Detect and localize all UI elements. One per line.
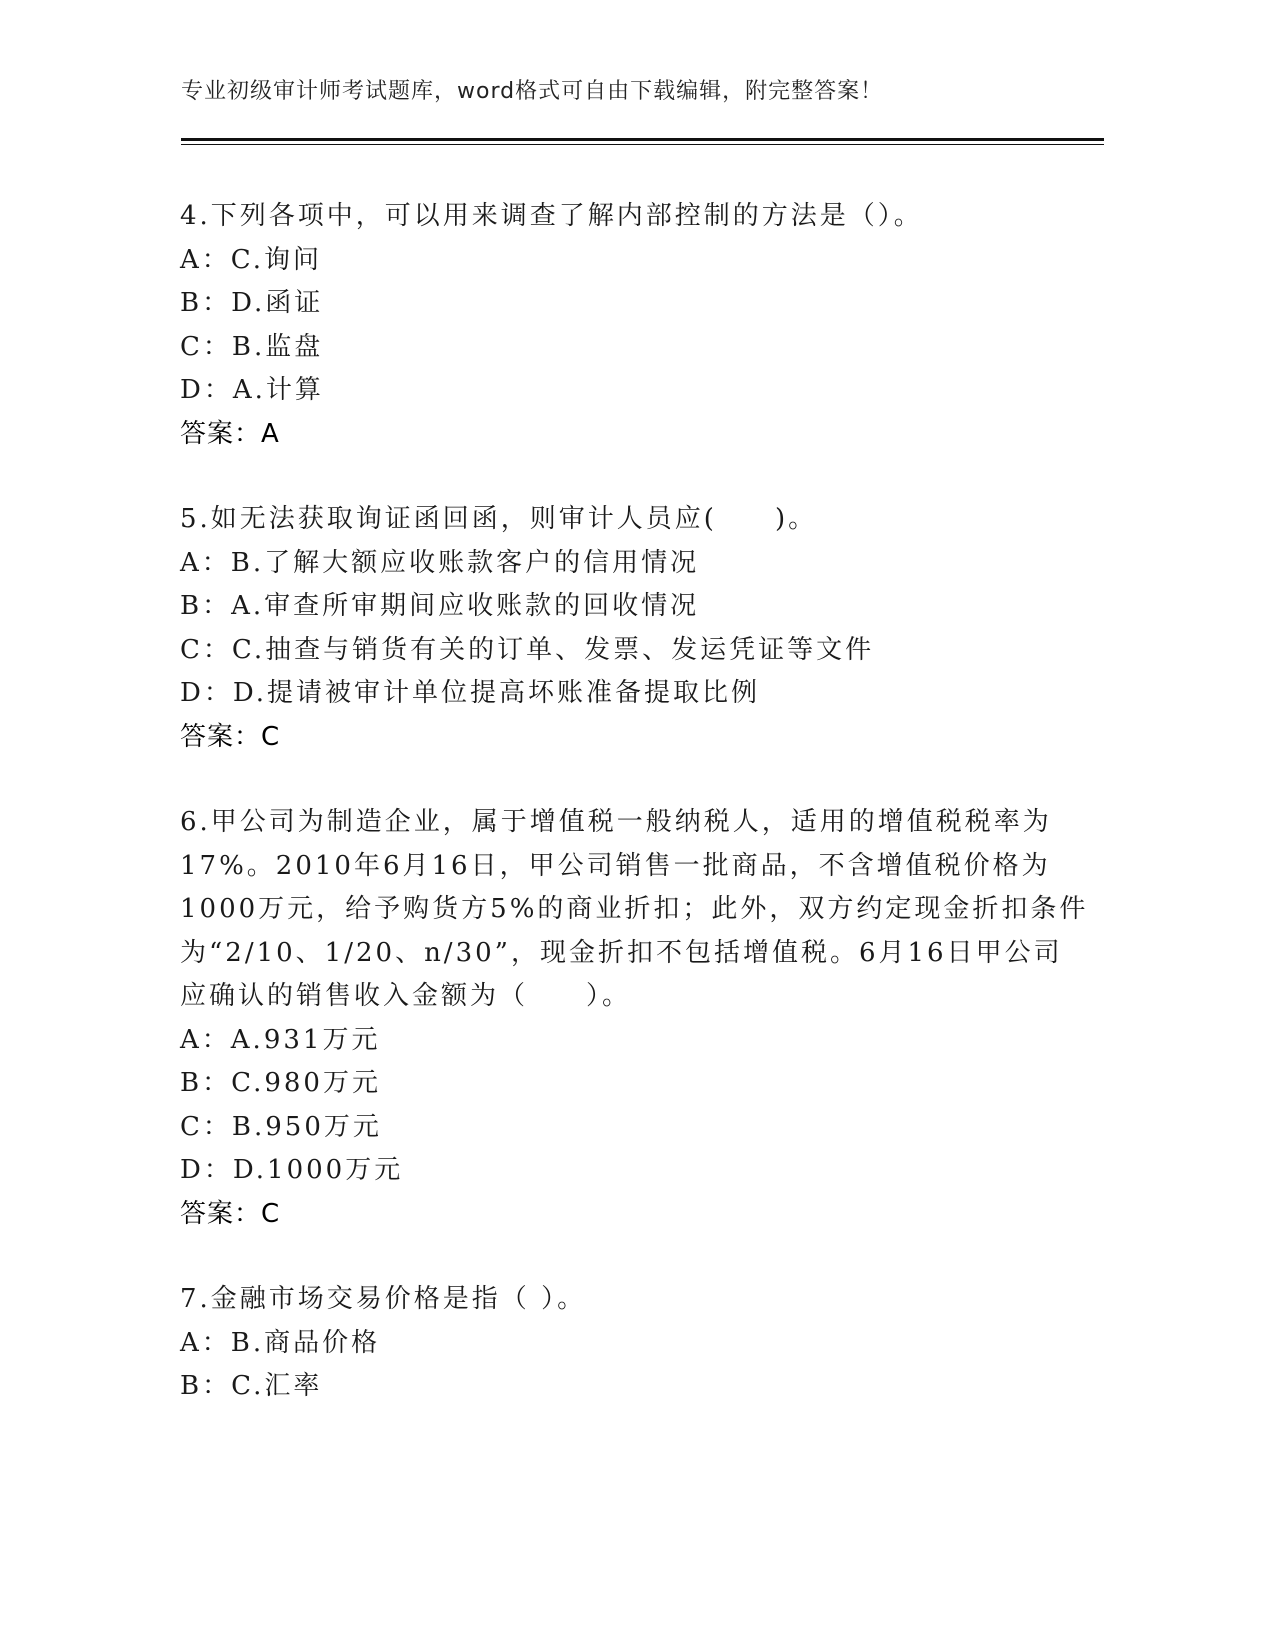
stem-line: 4.下列各项中，可以用来调查了解内部控制的方法是（）。 — [180, 201, 923, 231]
header-rule-thick — [181, 138, 1104, 141]
answer-label: 答案：C — [180, 1198, 281, 1229]
option-b: B：C.980万元 — [180, 1068, 381, 1098]
question-6 — [180, 801, 1089, 1236]
option-c: C：B.950万元 — [180, 1111, 382, 1142]
option-a: A：A.931万元 — [180, 1024, 381, 1055]
stem-line: 5.如无法获取询证函回函，则审计人员应( )。 — [180, 504, 818, 534]
option-a: A：B.了解大额应收账款客户的信用情况 — [180, 547, 700, 578]
header-rule-thin — [181, 144, 1104, 145]
option-b: B：C.汇率 — [180, 1371, 323, 1401]
option-b: B：D.函证 — [180, 288, 324, 318]
option-b: B：A.审查所审期间应收账款的回收情况 — [180, 591, 700, 621]
option-d: D：D.1000万元 — [180, 1155, 404, 1185]
answer-label: 答案：A — [180, 418, 280, 449]
option-d: D：D.提请被审计单位提高坏账准备提取比例 — [180, 678, 761, 708]
question-4 — [180, 195, 1040, 456]
page-header-text: 专业初级审计师考试题库，word格式可自由下载编辑，附完整答案！ — [181, 79, 884, 104]
option-c: C：B.监盘 — [180, 331, 324, 362]
option-a: A：B.商品价格 — [180, 1327, 381, 1358]
option-d: D：A.计算 — [180, 375, 324, 405]
option-c: C：C.抽查与销货有关的订单、发票、发运凭证等文件 — [180, 634, 875, 665]
stem-line: 7.金融市场交易价格是指（ ）。 — [180, 1284, 587, 1314]
question-stem — [180, 195, 1040, 239]
question-list — [180, 195, 1089, 1451]
stem-line: 应确认的销售收入金额为（ ）。 — [180, 981, 632, 1011]
stem-line: 17%。2010年6月16日，甲公司销售一批商品，不含增值税价格为 — [180, 850, 1051, 881]
question-stem — [180, 801, 1089, 1019]
question-stem — [180, 1278, 1040, 1322]
question-7 — [180, 1278, 1040, 1409]
question-stem — [180, 498, 1040, 542]
stem-line: 1000万元，给予购货方5%的商业折扣；此外，双方约定现金折扣条件 — [180, 894, 1089, 924]
question-5 — [180, 498, 1040, 759]
stem-line: 为“2/10、1/20、n/30”，现金折扣不包括增值税。6月16日甲公司 — [180, 937, 1063, 968]
stem-line: 6.甲公司为制造企业，属于增值税一般纳税人，适用的增值税税率为 — [180, 807, 1052, 837]
answer-label: 答案：C — [180, 721, 281, 752]
option-a: A：C.询问 — [180, 244, 323, 275]
